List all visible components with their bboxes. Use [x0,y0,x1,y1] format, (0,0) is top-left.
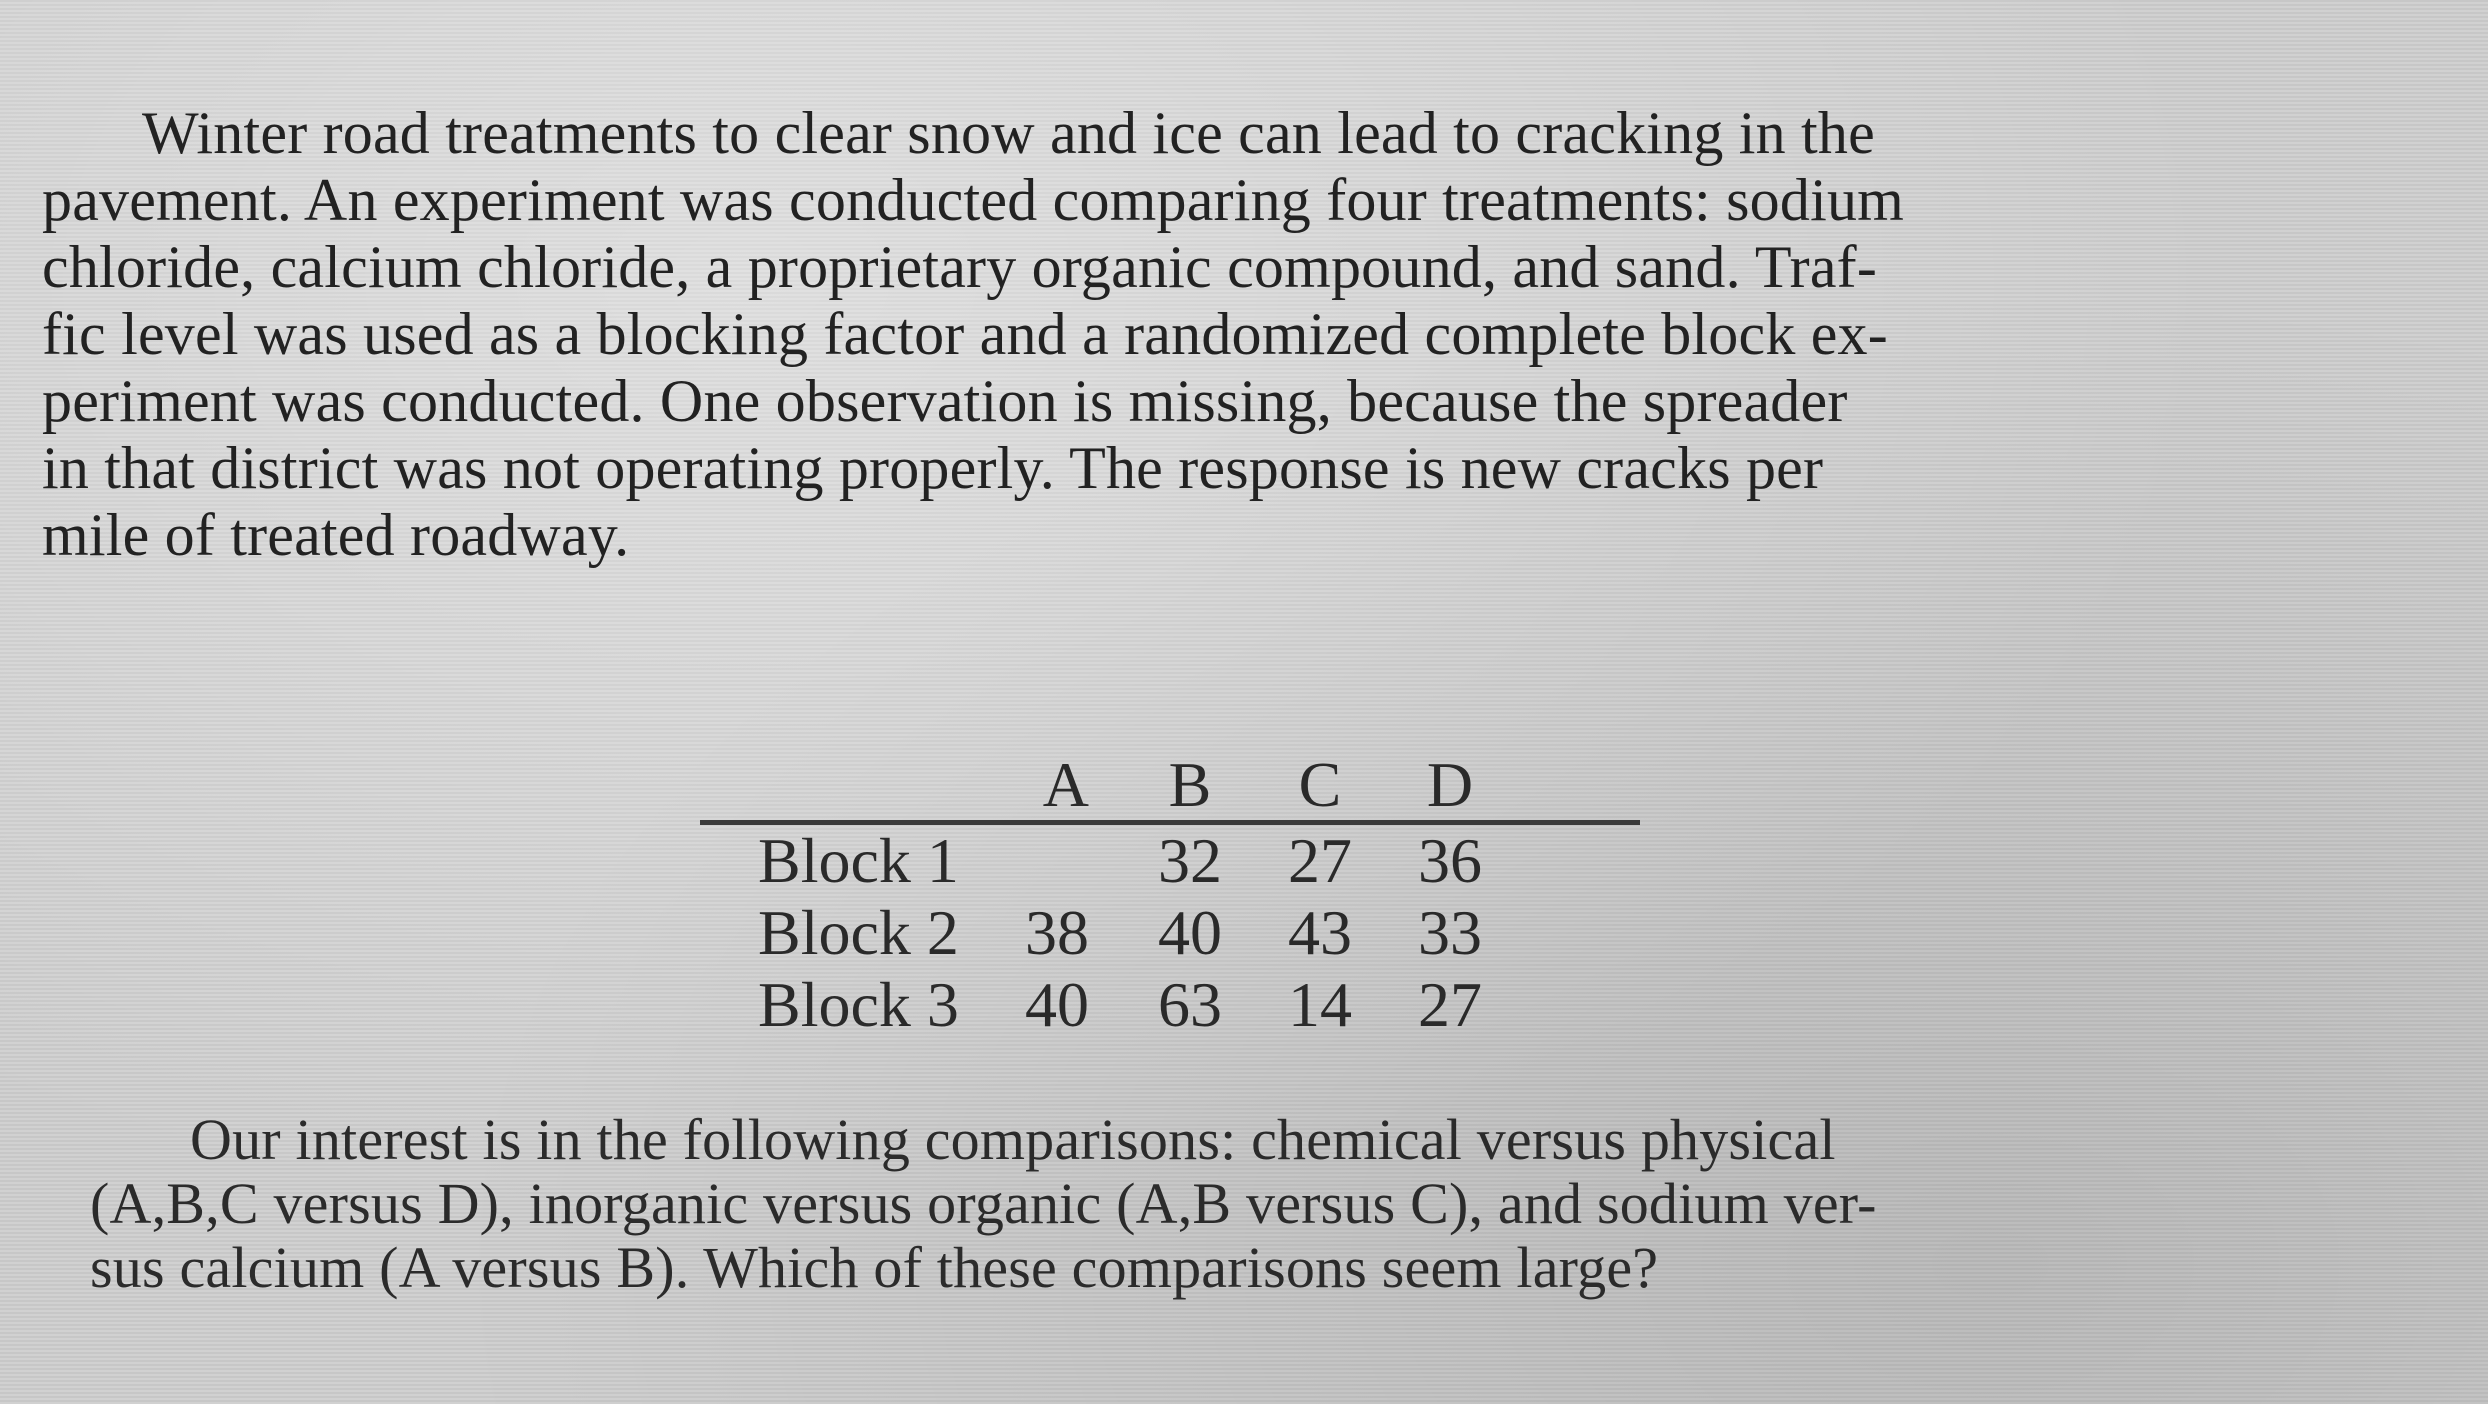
table-cell: 38 [1025,897,1089,968]
text-line: pavement. An experiment was conducted comparing four treatments: sodium [42,167,1905,233]
column-header-a: A [1042,749,1089,820]
text-line: chloride, calcium chloride, a proprietary organic compound, and sand. Traf- [42,234,1878,300]
table-cell: 36 [1418,825,1482,896]
text-line: in that district was not operating properly. The response is new cracks per [42,435,1824,501]
table-cell: 33 [1418,897,1482,968]
table-cell: 27 [1288,825,1352,896]
column-header-c: C [1298,749,1342,820]
table-cell: 40 [1158,897,1222,968]
text-line: periment was conducted. One observation is missing, because the spreader [42,368,1848,434]
text-line: Our interest is in the following comparisons: chemical versus physical [190,1107,1836,1172]
data-table [700,750,1640,1041]
table-cell: 32 [1158,825,1222,896]
table-cell: 14 [1288,969,1352,1040]
table-cell: 43 [1288,897,1352,968]
text-line: sus calcium (A versus B). Which of these comparisons seem large? [90,1235,1659,1300]
table-row [700,969,1640,1041]
table-header-row [700,750,1640,825]
column-header-d: D [1426,749,1474,820]
row-label: Block 1 [758,825,959,896]
table-cell: 27 [1418,969,1482,1040]
problem-description [42,100,2342,569]
row-label: Block 3 [758,969,959,1040]
question-text [90,1108,2350,1300]
column-header-b: B [1168,749,1212,820]
table-cell: 63 [1158,969,1222,1040]
row-label: Block 2 [758,897,959,968]
table-cell: 40 [1025,969,1089,1040]
text-line: mile of treated roadway. [42,502,630,568]
table-row [700,897,1640,969]
text-line: Winter road treatments to clear snow and ice can lead to cracking in the [142,100,1875,166]
text-line: fic level was used as a blocking factor and a randomized complete block ex- [42,301,1888,367]
table-row [700,825,1640,897]
text-line: (A,B,C versus D), inorganic versus organic (A,B versus C), and sodium ver- [90,1171,1877,1236]
